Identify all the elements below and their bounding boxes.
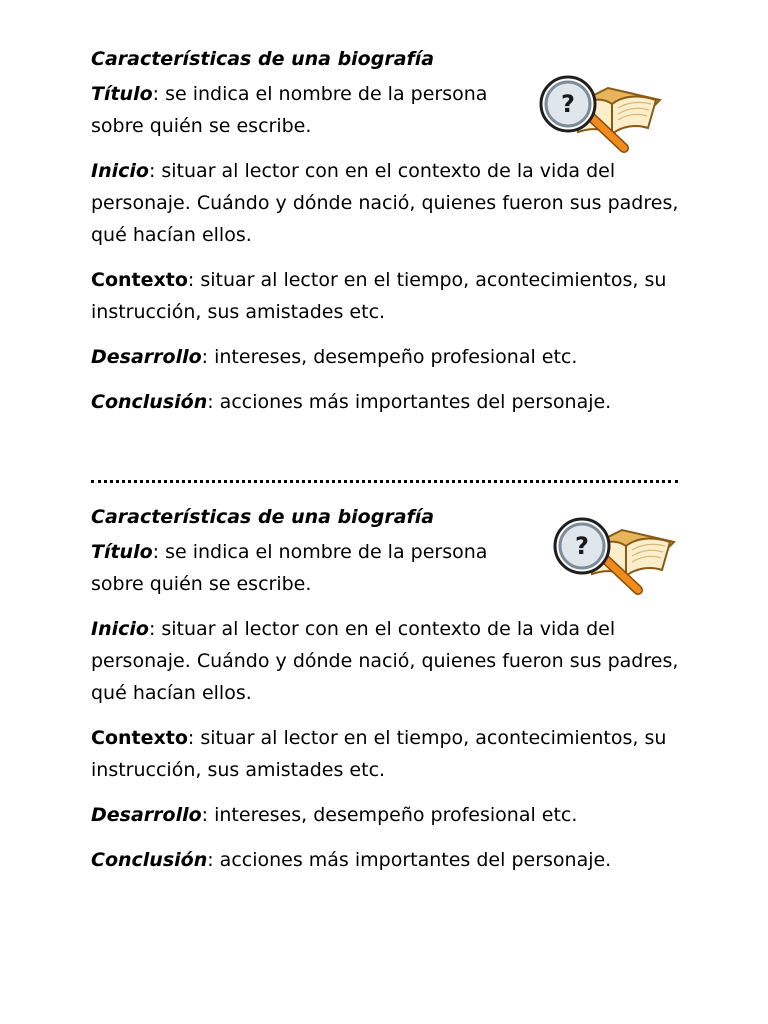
item-contexto xyxy=(91,264,691,328)
item-term: Contexto xyxy=(91,727,188,749)
item-inicio xyxy=(91,613,691,709)
item-term: Contexto xyxy=(91,269,188,291)
dotted-separator xyxy=(91,480,678,483)
item-text: : intereses, desempeño profesional etc. xyxy=(201,804,578,826)
item-conclusion xyxy=(91,844,691,876)
item-text: : acciones más importantes del personaje. xyxy=(207,391,612,413)
svg-text:?: ? xyxy=(575,532,589,560)
item-inicio xyxy=(91,155,691,251)
item-text: : se indica el nombre de la persona sobre quién se escribe. xyxy=(91,541,488,595)
item-term: Inicio xyxy=(91,160,149,182)
svg-text:?: ? xyxy=(561,90,575,118)
biography-card-1 xyxy=(91,44,691,431)
card-title: Características de una biografía xyxy=(91,48,435,70)
item-term: Inicio xyxy=(91,618,149,640)
item-text: : situar al lector con en el contexto de la vida del personaje. Cuándo y dónde nació, quienes fueron sus padres, qué hacían ellos. xyxy=(91,618,679,704)
item-desarrollo xyxy=(91,799,691,831)
item-term: Conclusión xyxy=(91,391,208,413)
item-titulo xyxy=(91,536,521,600)
item-text: : situar al lector en el tiempo, acontecimientos, su instrucción, sus amistades etc. xyxy=(91,727,667,781)
item-text: : se indica el nombre de la persona sobre quién se escribe. xyxy=(91,83,488,137)
item-term: Desarrollo xyxy=(91,346,202,368)
biography-card-2 xyxy=(91,502,691,889)
item-term: Desarrollo xyxy=(91,804,202,826)
item-text: : situar al lector en el tiempo, acontecimientos, su instrucción, sus amistades etc. xyxy=(91,269,667,323)
item-conclusion xyxy=(91,386,691,418)
card-title: Características de una biografía xyxy=(91,506,435,528)
item-term: Título xyxy=(91,83,153,105)
book-magnifier-question-icon xyxy=(552,516,676,596)
item-desarrollo xyxy=(91,341,691,373)
item-titulo xyxy=(91,78,521,142)
item-text: : acciones más importantes del personaje. xyxy=(207,849,612,871)
item-term: Conclusión xyxy=(91,849,208,871)
book-magnifier-question-icon xyxy=(538,74,662,154)
item-text: : intereses, desempeño profesional etc. xyxy=(201,346,578,368)
item-contexto xyxy=(91,722,691,786)
item-text: : situar al lector con en el contexto de la vida del personaje. Cuándo y dónde nació, quienes fueron sus padres, qué hacían ellos. xyxy=(91,160,679,246)
item-term: Título xyxy=(91,541,153,563)
